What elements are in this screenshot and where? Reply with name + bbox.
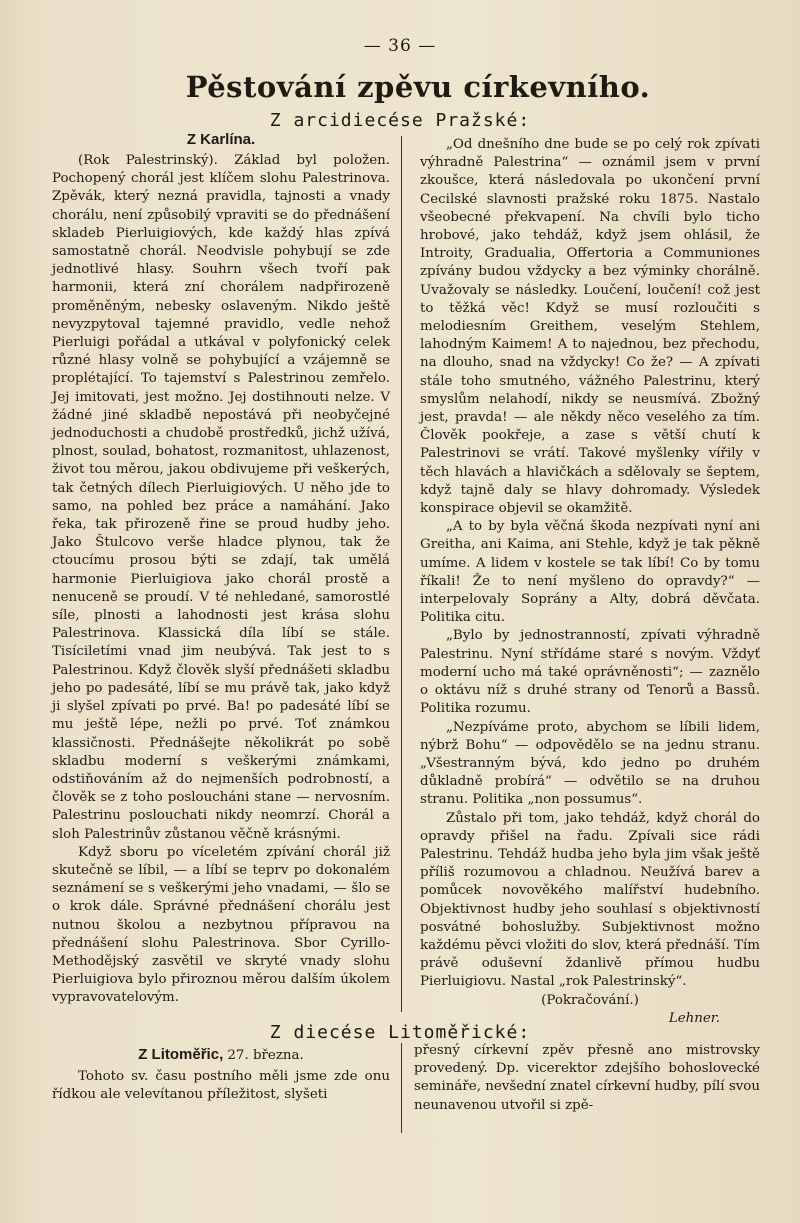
column-divider xyxy=(401,1043,402,1133)
paragraph: „A to by byla věčná škoda nezpívati nyní ani Greitha, ani Kaima, ani Stehle, když je tak pěkně umíme. A lidem v kostele se tak líbí! Co by tomu říkali! Že to není myšleno do opravdy?“ — interpelovaly Soprány a Alty, dobrá děvčata. Politika citu. xyxy=(420,519,760,626)
place-heading-karlin: Z Karlína. xyxy=(186,131,256,148)
article-title: Pěstování zpěvu církevního. xyxy=(185,70,651,104)
paragraph: Zůstalo při tom, jako tehdáž, když chorál do opravdy přišel na řadu. Zpívali sice rádi Palestrinu. Tehdáž hudba jeho byla jim však ještě příliš rozumovou a chladnou. Neužívá barev a pomůcek novověkého malířství hudebního. Objektivnost hudby jeho souhlasí s objektivností posvátné bohoslužby. Subjektivnost možno každému pěvci vložiti do slov, která přednáší. Tím právě oduševní ždanlivě přímou hudbu Pierluigiovu. Nastal „rok Palestrinský“. xyxy=(420,810,760,990)
section-heading-litomerice: Z diecése Litoměřické: xyxy=(269,1022,531,1043)
place-date: 27. března. xyxy=(227,1048,304,1063)
article1-left-column xyxy=(52,130,390,1008)
paragraph: (Rok Palestrinský). Základ byl položen. Pochopený chorál jest klíčem slohu Palestrinova. Zpěvák, který nezná pravidla, tajnosti a vnady chorálu, není způsobilý vpraviti se do přednášení skladeb Pierluigiových, kde každý hlas zpívá samostatně chorál. Neodvisle pohybují se zde jednotlivé hlasy. Souhrn všech tvoří pak harmonii, která zní chorálem nadpřirozeně proměněným, nebesky oslaveným. Nikdo ještě nevyzpytoval tajemné pravidlo, vedle nehož Pierluigi pořádal a utkával v polyfonický celek různé hlasy volně se pohybující a vzájemně se proplétající. To tajemství s Palestrinou zemřelo. Jej imitovati, jest možno. Jej dostihnouti nelze. V žádné jiné skladbě nepostává při neobyčejné jednoduchosti a chudobě prostředků, jichž užívá, plnost, soulad, bohatost, rozmanitost, uhlazenost, život tou měrou, jakou obdivujeme při veškerých, tak četných dílech Pierluigiových. U něho jde to samo, na pohled bez práce a namáhání. Jako řeka, tak přirozeně řine se proud hudby jeho. Jako Štulcovo verše hladce plynou, tak že ctoucímu prosou býti se zdají, tak umělá harmonie Pierluigiova jako chorál prostě a nenuceně se proudí. V té nehledané, samorostlé síle, plnosti a lahodnosti jest krása slohu Palestrinova. Klassická díla líbí se stále. Tisíciletími vnad jim neubývá. Tak jest to s Palestrinou. Když člověk slyší přednášeti skladbu jeho po padesáté, líbí se mu právě tak, jako když ji slyšel zpívati po prvé. Ba! po padesáté líbí se mu ještě lépe, nežli po prvé. Toť známkou klassičnosti. Přednášejte několikrát po sobě skladbu moderní s veškerými známkami, odstiňováním až do nejmenších podrobností, a člověk se z toho posloucháni stane — nervosním. Palestrinu poslouchati nikdy neomrzí. Chorál a sloh Palestrinův zůstanou věčně krásnými. xyxy=(52,153,390,842)
section-heading-prague: Z arcidiecése Pražské: xyxy=(269,110,531,131)
article2-right-column xyxy=(414,1042,760,1115)
paragraph: Když sboru po víceletém zpívání chorál již skutečně se líbil, — a líbí se teprv po dokonalém seznámení se s veškerými jeho vnadami, — šlo se o krok dále. Správné přednášení chorálu jest nutnou školou a nezbytnou přípravou na přednášení slohu Palestrinova. Sbor Cyrillo-Methodějský zasvětil ve skryté vnady slohu Pierluigiova bylo přiroznou měrou dalším úkolem vypravovatelovým. xyxy=(52,844,390,1006)
article1-right-column xyxy=(420,136,760,1028)
page-number: — 36 — xyxy=(363,36,437,56)
paragraph: Tohoto sv. času postního měli jsme zde onu řídkou ale velevítanou příležitost, slyšeti xyxy=(52,1069,390,1103)
article2-left-column xyxy=(52,1045,390,1104)
column-divider xyxy=(401,136,402,1012)
paragraph: „Nezpíváme proto, abychom se líbili lidem, nýbrž Bohu“ — odpovědělo se na jednu stranu. „Všestranným bývá, kdo jedno po druhém důkladně probírá“ — odvětilo se na druhou stranu. Politika „non possumus“. xyxy=(420,719,760,808)
paragraph: přesný církevní zpěv přesně ano mistrovsky provedený. Dp. vicerektor zdejšího bohoslovecké semináře, nevšední znatel církevní hudby, pílí svou neunavenou utvořil si zpě- xyxy=(414,1043,760,1113)
place-name: Z Litoměřic, xyxy=(138,1046,224,1063)
author-signature: Lehner. xyxy=(668,1010,720,1026)
paragraph: „Od dnešního dne bude se po celý rok zpívati výhradně Palestrina“ — oznámil jsem v první zkoušce, která následovala po ukončení první Cecilské slavnosti pražské roku 1875. Nastalo všeobecné překvapení. Na chvíli bylo ticho hrobové, jako tehdáž, když jsem ohlásil, že Introity, Gradualia, Offertoria a Communiones zpívány budou vždycky a bez výminky chorálně. Uvažovaly se následky. Loučení, loučení! což jest to těžká věc! Když se musí rozloučiti s melodiesním Greithem, veselým Stehlem, lahodným Kaimem! A to najednou, bez přechodu, na dlouho, snad na vždycky! Co že? — A zpívati stále toho smutného, vážného Palestrinu, který smyslům nelahodí, nikdy se neusmívá. Zbožný jest, pravda! — ale někdy něco veselého za tím. Člověk pookřeje, a zase s větší chutí k Palestrinovi se vrátí. Takové myšlenky vířily v těch hlavách a hlavičkách a sdělovaly se šeptem, když tajně daly se hlavy dohromady. Výsledek konspirace objevil se okamžitě. xyxy=(420,137,760,517)
continued-note: (Pokračování.) xyxy=(541,992,639,1008)
place-heading-litomerice xyxy=(52,1045,390,1066)
paragraph: „Bylo by jednostranností, zpívati výhradně Palestrinu. Nyní střídáme staré s novým. Vždyť moderní ucho má také oprávněnosti“; — zaznělo o oktávu níž s druhé strany od Tenorů a Bassů. Politika rozumu. xyxy=(420,628,760,717)
